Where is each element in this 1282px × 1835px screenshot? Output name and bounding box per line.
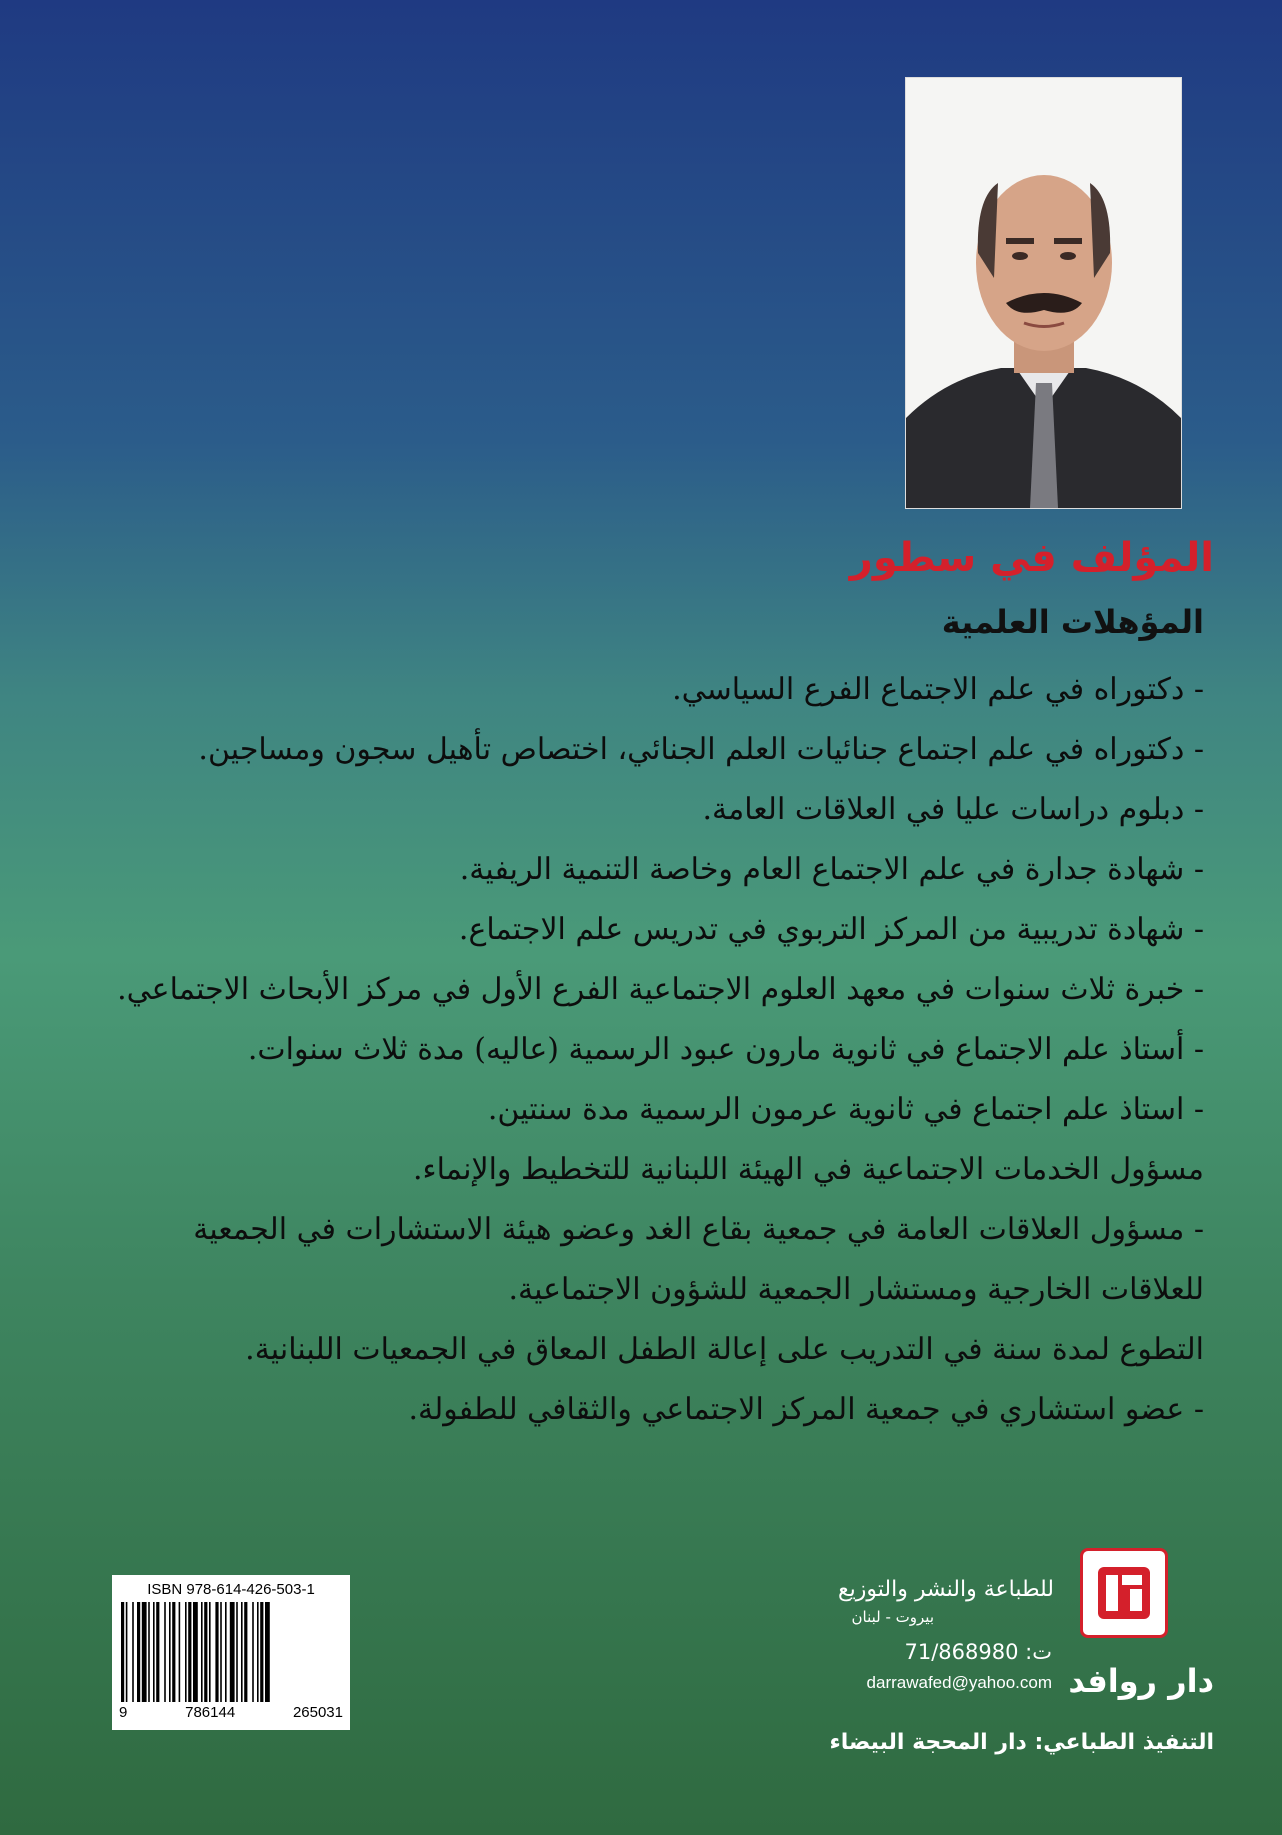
barcode-bar — [236, 1602, 238, 1702]
barcode-bar — [132, 1602, 134, 1702]
barcode-bar — [172, 1602, 175, 1702]
qualification-item: - شهادة جدارة في علم الاجتماع العام وخاصة التنمية الريفية. — [459, 852, 1204, 887]
barcode-bar — [204, 1602, 207, 1702]
publisher-name: دار روافد — [1068, 1662, 1214, 1700]
barcode-bar — [257, 1602, 259, 1702]
barcode-bar — [241, 1602, 243, 1702]
barcode-bar — [142, 1602, 147, 1702]
qualification-item: التطوع لمدة سنة في التدريب على إعالة الطفل المعاق في الجمعيات اللبنانية. — [245, 1332, 1204, 1367]
barcode-bar — [169, 1602, 171, 1702]
barcode-bar — [179, 1602, 181, 1702]
qualification-item: - شهادة تدريبية من المركز التربوي في تدريس علم الاجتماع. — [458, 912, 1204, 947]
barcode-bar — [201, 1602, 203, 1702]
qualification-item: - مسؤول العلاقات العامة في جمعية بقاع الغد وعضو هيئة الاستشارات في الجمعية للعلاقات الخارجية ومستشار الجمعية للشؤون الاجتماعية. — [193, 1212, 1204, 1307]
section-title: المؤلف في سطور — [849, 535, 1214, 581]
publisher-logo-icon — [1080, 1548, 1168, 1638]
barcode-bar — [153, 1602, 155, 1702]
author-photo — [905, 77, 1182, 509]
barcode-bar — [126, 1602, 128, 1702]
barcode-bar — [156, 1602, 159, 1702]
barcode-bar — [121, 1602, 124, 1702]
printer-credit: التنفيذ الطباعي: دار المحجة البيضاء — [829, 1730, 1214, 1755]
qualification-item: - استاذ علم اجتماع في ثانوية عرمون الرسمية مدة سنتين. — [487, 1092, 1204, 1127]
barcode-bar — [188, 1602, 191, 1702]
barcode-bar — [164, 1602, 166, 1702]
barcode-bars — [119, 1602, 343, 1702]
qualification-item: - دكتوراه في علم الاجتماع الفرع السياسي. — [672, 672, 1204, 707]
barcode-bar — [252, 1602, 254, 1702]
publisher-email: darrawafed@yahoo.com — [866, 1673, 1052, 1692]
barcode-bar — [137, 1602, 140, 1702]
barcode-bar — [244, 1602, 247, 1702]
barcode-bar — [215, 1602, 218, 1702]
isbn-number: ISBN 978-614-426-503-1 — [147, 1581, 315, 1598]
barcode-digits-right: 265031 — [292, 1704, 343, 1721]
barcode-bar — [220, 1602, 222, 1702]
isbn-barcode — [112, 1575, 350, 1730]
barcode-bar — [148, 1602, 150, 1702]
publisher-city: بيروت - لبنان — [851, 1608, 934, 1626]
barcode-bar — [225, 1602, 227, 1702]
barcode-bar — [265, 1602, 270, 1702]
qualification-item: مسؤول الخدمات الاجتماعية في الهيئة اللبنانية للتخطيط والإنماء. — [413, 1152, 1204, 1187]
qualification-item: - دبلوم دراسات عليا في العلاقات العامة. — [702, 792, 1204, 827]
barcode-bar — [230, 1602, 235, 1702]
publisher-tagline: للطباعة والنشر والتوزيع — [837, 1577, 1054, 1602]
barcode-digits — [119, 1704, 343, 1721]
barcode-bar — [260, 1602, 263, 1702]
qualification-item: - عضو استشاري في جمعية المركز الاجتماعي والثقافي للطفولة. — [408, 1392, 1204, 1427]
barcode-bar — [185, 1602, 187, 1702]
barcode-digit-first: 9 — [119, 1704, 128, 1721]
barcode-bar — [209, 1602, 211, 1702]
qualification-item: - أستاذ علم الاجتماع في ثانوية مارون عبود الرسمية (عاليه) مدة ثلاث سنوات. — [247, 1032, 1204, 1067]
qualification-item: - دكتوراه في علم اجتماع جنائيات العلم الجنائي، اختصاص تأهيل سجون ومساجين. — [198, 732, 1204, 767]
qualifications-list — [112, 660, 1204, 1440]
qualifications-heading: المؤهلات العلمية — [941, 603, 1204, 641]
barcode-bar — [193, 1602, 198, 1702]
qualification-item: - خبرة ثلاث سنوات في معهد العلوم الاجتماعية الفرع الأول في مركز الأبحاث الاجتماعي. — [117, 972, 1204, 1007]
publisher-phone: ت: 71/868980 — [904, 1640, 1052, 1664]
barcode-digits-left: 786144 — [185, 1704, 236, 1721]
